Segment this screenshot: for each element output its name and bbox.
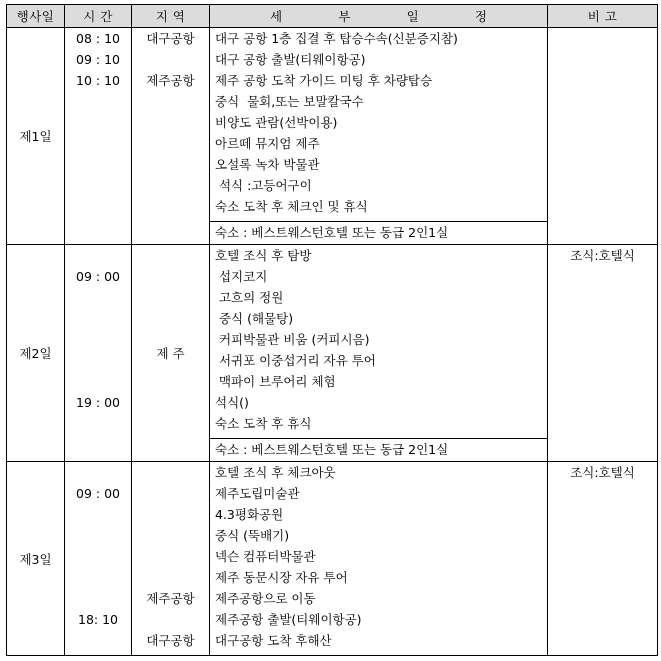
activity-item: 제주 동문시장 자유 투어 <box>215 570 348 585</box>
day2-row <box>7 245 658 439</box>
region-value: 대구공항 <box>146 633 195 648</box>
activity-item: 중식 (뚝배기) <box>215 528 290 543</box>
time-value: 09 : 00 <box>76 486 120 501</box>
activity-item: 제주공항 출발(티웨이항공) <box>215 612 362 627</box>
day3-label: 제3일 <box>7 462 65 656</box>
activity-item: 석식() <box>215 395 249 410</box>
day2-note-cell <box>548 245 658 462</box>
activity-item: 중식 물회,또는 보말칼국수 <box>215 94 364 109</box>
activity-item: 대구공항 도착 후해산 <box>215 633 332 648</box>
activity-item: 대구 공항 출발(티웨이항공) <box>215 52 366 67</box>
activity-item: 커피박물관 비움 (커피시음) <box>215 332 370 347</box>
region-value: 제주공항 <box>146 591 195 606</box>
day3-regions <box>132 462 210 656</box>
header-detail-char: 일 <box>406 9 419 24</box>
day2-label: 제2일 <box>7 245 65 462</box>
region-value: 제주공항 <box>146 73 195 88</box>
activity-item: 4.3평화공원 <box>215 507 284 522</box>
header-time: 시 간 <box>65 5 132 28</box>
day1-row <box>7 28 658 222</box>
day2-activities <box>210 245 548 439</box>
activity-item: 숙소 도착 후 체크인 및 휴식 <box>215 199 368 214</box>
activity-item: 숙소 도착 후 휴식 <box>215 416 312 431</box>
activity-item: 제주공항으로 이동 <box>215 591 316 606</box>
region-value: 대구공항 <box>146 31 195 46</box>
day1-activities <box>210 28 548 222</box>
activity-item: 넥슨 컴퓨터박물관 <box>215 549 316 564</box>
activity-item: 석식 :고등어구이 <box>215 178 312 193</box>
activity-item: 제주 공항 도착 가이드 미팅 후 차량탑승 <box>215 73 433 88</box>
header-day: 행사일 <box>7 5 65 28</box>
day3-activities <box>210 462 548 656</box>
day1-times <box>65 28 132 245</box>
activity-item: 오설록 녹차 박물관 <box>215 157 320 172</box>
header-detail-char: 부 <box>338 9 351 24</box>
schedule-table <box>6 4 658 656</box>
activity-item: 중식 (해물탕) <box>215 311 294 326</box>
time-value: 09 : 10 <box>76 52 120 67</box>
region-value <box>132 49 209 70</box>
activity-item: 서귀포 이중섭거리 자유 투어 <box>215 353 376 368</box>
activity-item: 섭지코지 <box>215 269 268 284</box>
day1-lodging: 숙소 : 베스트웨스턴호텔 또는 동급 2인1실 <box>210 222 548 245</box>
day3-times <box>65 462 132 656</box>
day1-regions <box>132 28 210 245</box>
header-region: 지 역 <box>132 5 210 28</box>
time-value: 08 : 10 <box>76 31 120 46</box>
activity-item: 비양도 관람(선박이용) <box>215 115 338 130</box>
time-value: 09 : 00 <box>76 269 120 284</box>
day1-label: 제1일 <box>7 28 65 245</box>
activity-item: 호텔 조식 후 탐방 <box>215 248 312 263</box>
day2-times <box>65 245 132 462</box>
day3-row <box>7 462 658 656</box>
header-detail <box>210 5 548 28</box>
activity-item: 아르떼 뮤지엄 제주 <box>215 136 320 151</box>
header-detail-char: 세 <box>270 9 283 24</box>
day1-note <box>548 28 658 245</box>
day2-region: 제 주 <box>132 245 210 462</box>
activity-item: 고흐의 정원 <box>215 290 284 305</box>
header-note: 비 고 <box>548 5 658 28</box>
activity-item: 맥파이 브루어리 체험 <box>215 374 336 389</box>
day2-lodging: 숙소 : 베스트웨스턴호텔 또는 동급 2인1실 <box>210 439 548 462</box>
header-detail-char: 정 <box>474 9 487 24</box>
time-value: 10 : 10 <box>76 73 120 88</box>
activity-item: 제주도립미술관 <box>215 486 300 501</box>
activity-item: 대구 공항 1층 집결 후 탑승수속(신분증지참) <box>215 31 458 46</box>
time-value: 19 : 00 <box>76 395 120 410</box>
day3-note-cell <box>548 462 658 656</box>
day3-note: 조식:호텔식 <box>570 465 635 480</box>
day2-note: 조식:호텔식 <box>570 248 635 263</box>
time-value: 18: 10 <box>78 612 118 627</box>
header-row <box>7 5 658 28</box>
activity-item: 호텔 조식 후 체크아웃 <box>215 465 336 480</box>
